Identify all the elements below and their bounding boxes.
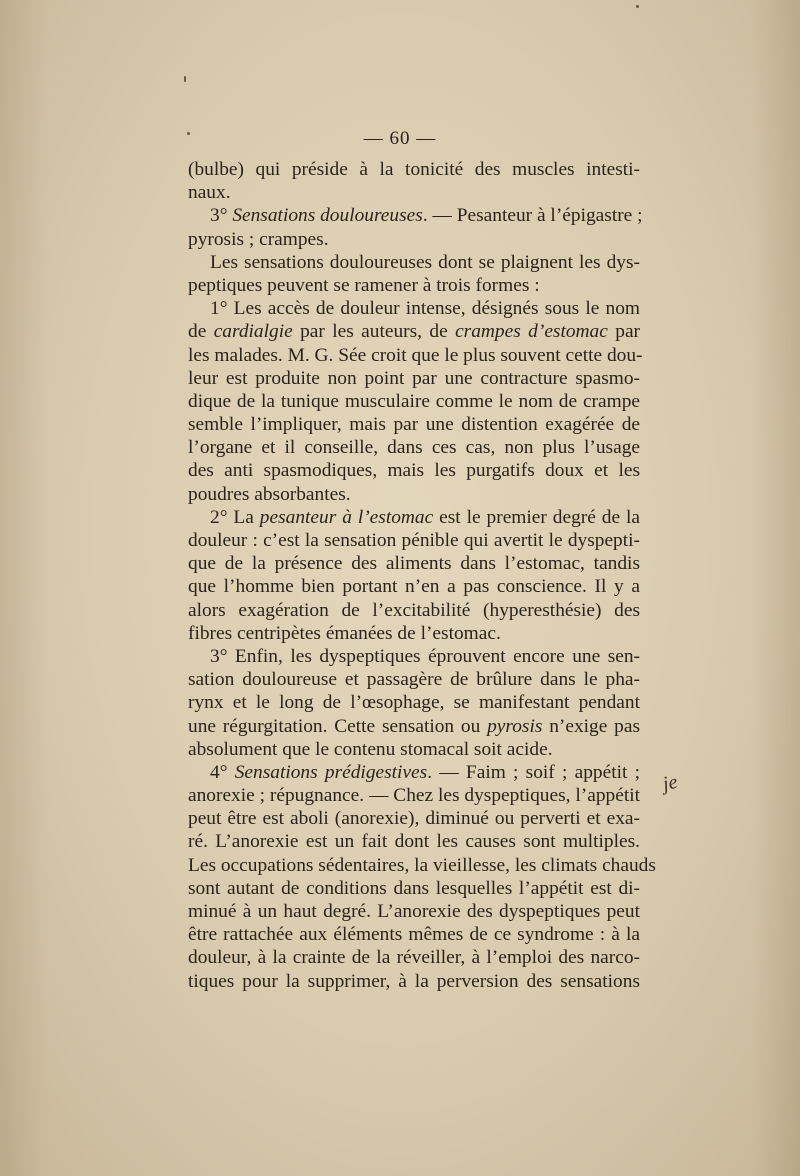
text-run: des anti spasmodiques, mais les purgatifs doux et les: [188, 460, 640, 482]
text-line: [188, 228, 640, 251]
text-run: une régurgitation. Cette sensation ou: [188, 715, 488, 737]
text-run: . — Faim ; soif ; appétit ;: [427, 761, 640, 783]
text-line: [188, 274, 640, 297]
text-run: tiques pour la supprimer, à la perversion des sensations: [188, 970, 640, 992]
text-run: 1° Les accès de douleur intense, désignés sous le nom: [210, 298, 640, 320]
text-line: [188, 344, 643, 367]
text-run: est le premier degré de la: [433, 506, 640, 528]
text-line: [188, 761, 640, 784]
text-run: leur est produite non point par une contracture spasmo-: [188, 367, 640, 389]
italic-term: cardialgie: [213, 321, 293, 343]
italic-term: Sensations prédigestives: [234, 761, 428, 783]
text-run: les malades. M. G. Sée croit que le plus souvent cette dou-: [188, 344, 643, 366]
text-run: par les auteurs, de: [292, 321, 456, 343]
italic-term: pyrosis: [487, 715, 543, 737]
text-run: par: [607, 321, 641, 343]
text-run: 4°: [210, 761, 235, 783]
text-line: [188, 599, 640, 622]
text-line: [188, 529, 640, 552]
text-line: [188, 204, 643, 227]
text-run: pyrosis ; crampes.: [188, 228, 329, 250]
text-run: semble l’impliquer, mais par une distention exagérée de: [188, 414, 640, 436]
text-run: sation douloureuse et passagère de brûlure dans le pha-: [188, 669, 640, 691]
text-line: [188, 459, 640, 482]
text-run: rynx et le long de l’œsophage, se manifestant pendant: [188, 692, 640, 714]
text-line: [188, 645, 640, 668]
text-run: ré. L’anorexie est un fait dont les causes sont multiples.: [188, 831, 640, 853]
italic-term: pesanteur à l’estomac: [259, 506, 434, 528]
text-run: Les occupations sédentaires, la vieillesse, les climats chauds: [188, 854, 656, 876]
text-run: absolument que le contenu stomacal soit acide.: [188, 738, 553, 760]
text-line: [188, 784, 640, 807]
text-line: [188, 181, 640, 204]
text-run: l’organe et il conseille, dans ces cas, non plus l’usage: [188, 437, 640, 459]
text-line: [188, 715, 640, 738]
text-line: [188, 807, 640, 830]
text-line: [188, 900, 640, 923]
text-run: de: [188, 321, 214, 343]
text-line: [188, 970, 640, 993]
text-line: [188, 251, 640, 274]
text-run: être rattachée aux éléments mêmes de ce syndrome : à la: [188, 924, 640, 946]
text-run: Les sensations douloureuses dont se plaignent les dys-: [210, 251, 640, 273]
text-line: [188, 877, 640, 900]
text-line: [188, 367, 640, 390]
text-run: sont autant de conditions dans lesquelles l’appétit est di-: [188, 877, 640, 899]
text-line: [188, 436, 640, 459]
text-run: fibres centripètes émanées de l’estomac.: [188, 622, 501, 644]
text-line: [188, 297, 640, 320]
text-run: que l’homme bien portant n’en a pas conscience. Il y a: [188, 576, 640, 598]
text-line: [188, 320, 640, 343]
page-number: — 60 —: [363, 128, 437, 149]
text-line: [188, 158, 640, 181]
ink-speck: [636, 5, 639, 8]
text-run: . — Pesanteur à l’épigastre ;: [422, 205, 643, 227]
text-line: [188, 390, 640, 413]
body-text: [188, 158, 656, 993]
text-line: [188, 575, 640, 598]
text-run: peptiques peuvent se ramener à trois formes :: [188, 274, 540, 296]
text-run: (bulbe) qui préside à la tonicité des muscles intesti-: [188, 159, 640, 180]
margin-note: je: [660, 770, 680, 796]
text-run: minué à un haut degré. L’anorexie des dyspeptiques peut: [188, 901, 640, 922]
text-line: [188, 854, 656, 877]
text-run: 2° La: [210, 506, 260, 528]
text-run: douleur : c’est la sensation pénible qui avertit le dyspepti-: [188, 530, 640, 551]
italic-term: crampes d’estomac: [455, 321, 608, 343]
text-line: [188, 622, 640, 645]
text-line: [188, 668, 640, 691]
text-line: [188, 483, 640, 506]
text-line: [188, 946, 640, 969]
text-run: dique de la tunique musculaire comme le nom de crampe: [188, 390, 640, 412]
text-line: [188, 738, 640, 761]
text-run: que de la présence des aliments dans l’estomac, tandis: [188, 553, 640, 575]
text-run: 3° Enfin, les dyspeptiques éprouvent encore une sen-: [210, 645, 640, 667]
text-run: peut être est aboli (anorexie), diminué ou perverti et exa-: [188, 808, 640, 830]
text-line: [188, 506, 640, 529]
text-line: [188, 923, 640, 946]
ink-speck: [184, 76, 186, 82]
text-run: 3°: [210, 205, 233, 227]
text-run: naux.: [188, 182, 231, 204]
text-run: alors exagération de l’excitabilité (hyperesthésie) des: [188, 599, 640, 621]
text-run: n’exige pas: [542, 715, 641, 737]
text-line: [188, 552, 640, 575]
text-line: [188, 830, 640, 853]
text-line: [188, 691, 640, 714]
text-run: anorexie ; répugnance. — Chez les dyspeptiques, l’appétit: [188, 785, 640, 807]
italic-term: Sensations douloureuses: [232, 205, 423, 227]
text-run: poudres absorbantes.: [188, 483, 351, 505]
text-line: [188, 413, 640, 436]
text-run: douleur, à la crainte de la réveiller, à l’emploi des narco-: [188, 947, 640, 969]
